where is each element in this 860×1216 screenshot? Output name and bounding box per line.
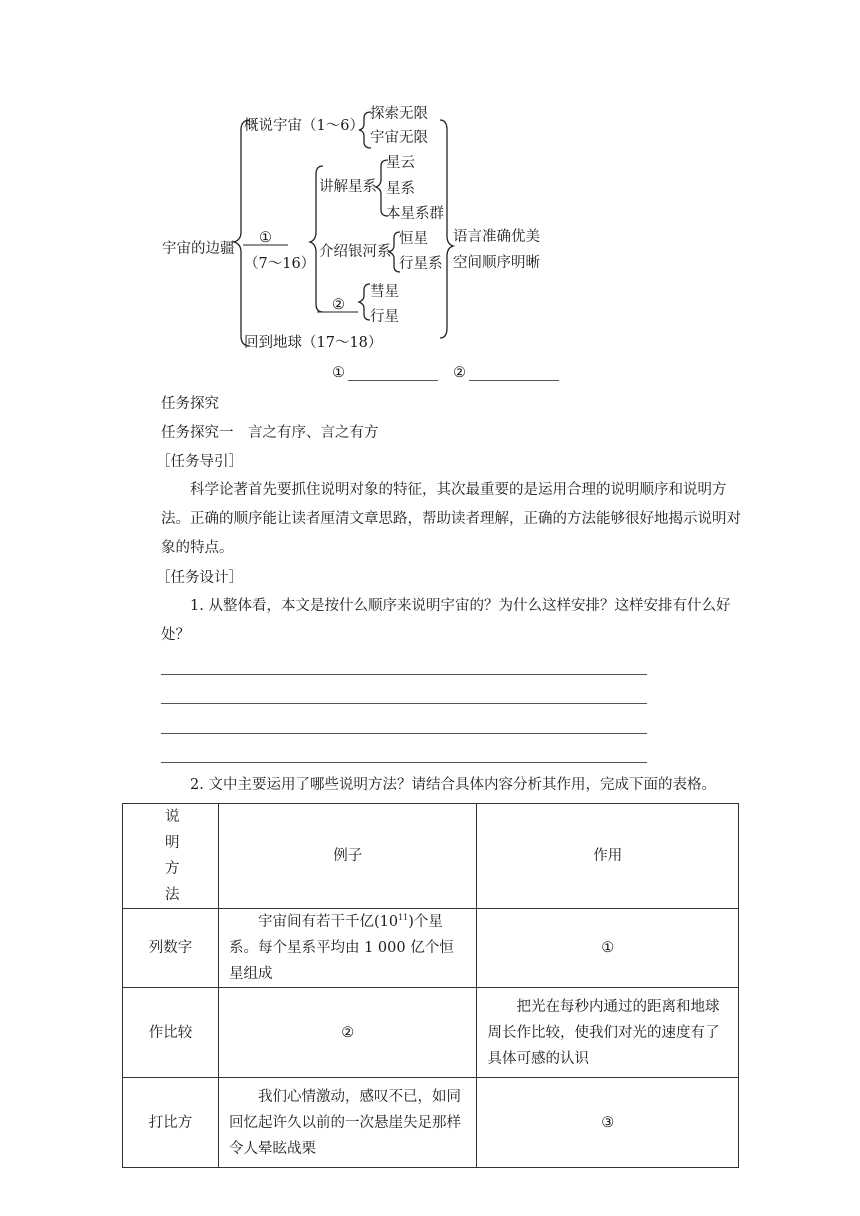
answer-line[interactable] — [161, 762, 647, 763]
diagram-brackets — [0, 0, 860, 400]
question-1: 1. 从整体看，本文是按什么顺序来说明宇宙的？为什么这样安排？这样安排有什么好处？ — [161, 598, 731, 643]
answer-blank-line[interactable] — [348, 380, 438, 381]
table-row — [123, 909, 739, 988]
row-method: 作比较 — [123, 988, 219, 1078]
diagram-sub-1: 讲解星系 — [319, 179, 377, 195]
design-label: ［任务设计］ — [156, 570, 243, 586]
diagram-blank-2: ② — [332, 297, 345, 313]
table-header-row — [123, 804, 739, 909]
diagram-branch-3: 回到地球（17～18） — [244, 335, 383, 351]
row-method: 打比方 — [123, 1078, 219, 1168]
answer-label: ② — [453, 365, 466, 381]
guide-text: 科学论著首先要抓住说明对象的特征，其次最重要的是运用合理的说明顺序和说明方法。正确的顺序能让读者厘清文章思路，帮助读者理解，正确的方法能够很好地揭示说明对象的特点。 — [161, 482, 741, 556]
answer-line[interactable] — [161, 733, 647, 734]
diagram-sub-3-item: 行星 — [370, 309, 399, 325]
question-2: 2. 文中主要运用了哪些说明方法？请结合具体内容分析其作用，完成下面的表格。 — [190, 777, 716, 793]
diagram-branch-1-item: 宇宙无限 — [370, 130, 428, 146]
diagram-summary: 语言准确优美 — [453, 229, 540, 245]
row-example[interactable]: ② — [218, 988, 477, 1078]
diagram-root: 宇宙的边疆 — [162, 241, 235, 257]
answer-line[interactable] — [161, 703, 647, 704]
guide-label: ［任务导引］ — [156, 454, 243, 470]
diagram-branch-2-range: （7～16） — [244, 256, 316, 272]
task-title: 任务探究一 言之有序、言之有方 — [161, 425, 379, 441]
methods-table — [122, 803, 739, 1168]
diagram-sub-2-item: 行星系 — [399, 256, 443, 272]
diagram-sub-2-item: 恒星 — [399, 231, 428, 247]
diagram-sub-1-item: 本星系群 — [386, 206, 444, 222]
row-effect: 把光在每秒内通过的距离和地球周长作比较，使我们对光的速度有了具体可感的认识 — [477, 988, 739, 1078]
row-example: 我们心情激动，感叹不已，如同回忆起许久以前的一次悬崖失足那样令人晕眩战栗 — [218, 1078, 477, 1168]
row-example: 宇宙间有若干千亿$(10^{11})$个星系。每个星系平均由 1 000 亿个恒星组成 — [218, 909, 477, 988]
header-effect: 作用 — [477, 804, 739, 909]
row-effect[interactable]: ③ — [477, 1078, 739, 1168]
diagram-sub-1-item: 星云 — [386, 155, 415, 171]
diagram-summary: 空间顺序明晰 — [453, 255, 540, 271]
answer-label: ① — [332, 365, 345, 381]
section-title: 任务探究 — [161, 396, 219, 412]
answer-line[interactable] — [161, 674, 647, 675]
table-row — [123, 988, 739, 1078]
diagram-sub-3-item: 彗星 — [370, 284, 399, 300]
diagram-sub-2: 介绍银河系 — [319, 244, 392, 260]
header-example: 例子 — [218, 804, 477, 909]
answer-blank-line[interactable] — [469, 380, 559, 381]
header-method: 说明方法 — [123, 804, 219, 909]
diagram-sub-1-item: 星系 — [386, 181, 415, 197]
row-method: 列数字 — [123, 909, 219, 988]
table-row — [123, 1078, 739, 1168]
diagram-branch-1: 概说宇宙（1～6） — [244, 118, 364, 134]
diagram-branch-1-item: 探索无限 — [370, 106, 428, 122]
row-effect[interactable]: ① — [477, 909, 739, 988]
diagram-blank-1: ① — [259, 230, 272, 246]
